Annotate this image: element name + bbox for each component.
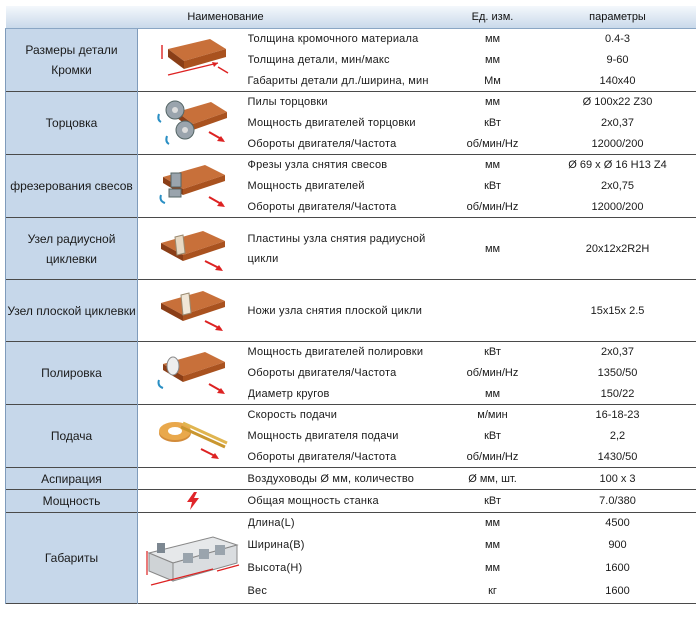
header-unit: Ед. изм. xyxy=(446,6,540,29)
param-value: 1600 xyxy=(605,585,630,598)
param-value: 100 х 3 xyxy=(599,472,636,485)
section-label: Размеры детали Кромки xyxy=(6,29,138,92)
section-end-trimming xyxy=(6,92,696,155)
param-value: 2х0,37 xyxy=(600,346,635,359)
radius-scraper-icon xyxy=(153,223,233,275)
param-value: Ø 69 х Ø 16 H13 Z4 xyxy=(568,159,667,172)
section-power xyxy=(6,490,696,513)
section-label: Торцовка xyxy=(6,92,138,155)
lightning-icon xyxy=(186,492,200,510)
param-name: Толщина детали, мин/макс xyxy=(247,54,390,66)
param-name: Мощность двигателя подачи xyxy=(247,430,399,442)
param-unit: мм xyxy=(484,159,501,172)
table-row xyxy=(6,405,696,426)
param-value: 140х40 xyxy=(599,74,636,87)
table-row xyxy=(6,155,696,176)
table-row xyxy=(6,490,696,513)
param-value: 1600 xyxy=(605,562,630,574)
feed-edge-roll-icon xyxy=(153,409,233,463)
param-name: Фрезы узла снятия свесов xyxy=(247,159,388,172)
param-name: Толщина кромочного материала xyxy=(247,33,419,46)
header-name: Наименование xyxy=(6,6,446,29)
param-value: Ø 100х22 Z30 xyxy=(582,96,653,109)
section-flat-scraper xyxy=(6,280,696,342)
param-unit: мм xyxy=(484,562,501,574)
param-value: 15х15х 2.5 xyxy=(590,304,645,317)
param-unit: кВт xyxy=(484,346,501,359)
param-value: 2,2 xyxy=(609,430,626,442)
param-name: Пластины узла снятия радиусной цикли xyxy=(247,232,426,265)
param-unit: мм xyxy=(484,539,501,551)
param-value: 9-60 xyxy=(606,54,629,66)
section-panel-dimensions xyxy=(6,29,696,92)
param-name: Мощность двигателей полировки xyxy=(247,346,424,359)
param-value: 1430/50 xyxy=(597,450,638,463)
param-unit: мм xyxy=(484,387,501,400)
param-unit: м/мин xyxy=(477,409,508,422)
param-unit: кг xyxy=(488,585,497,598)
param-unit: кВт xyxy=(484,430,501,442)
table-header xyxy=(6,6,696,29)
section-feed xyxy=(6,405,696,468)
table-row xyxy=(6,218,696,280)
param-unit: мм xyxy=(484,242,501,255)
param-unit: об/мин/Hz xyxy=(466,450,519,463)
param-value: 2х0,75 xyxy=(600,180,635,192)
param-value: 20х12х2R2H xyxy=(585,242,650,255)
section-label: Мощность xyxy=(6,490,138,513)
param-name: Обороты двигателя/Частота xyxy=(247,367,397,379)
param-name: Мощность двигателей xyxy=(247,180,365,192)
param-value: 150/22 xyxy=(600,387,635,400)
param-value: 1350/50 xyxy=(597,367,638,379)
param-unit: Мм xyxy=(484,74,501,87)
param-name: Общая мощность станка xyxy=(247,495,379,507)
table-row xyxy=(6,468,696,490)
param-value: 12000/200 xyxy=(591,137,644,150)
section-label: фрезерования свесов xyxy=(6,155,138,218)
param-name: Габариты детали дл./ширина, мин xyxy=(247,74,429,87)
param-unit: Ø мм, шт. xyxy=(468,472,517,485)
param-unit xyxy=(446,280,540,342)
param-unit: мм xyxy=(484,517,501,530)
param-name: Мощность двигателей торцовки xyxy=(247,117,416,129)
section-aspiration xyxy=(6,468,696,490)
panel-dimensions-icon xyxy=(154,35,232,85)
table-row xyxy=(6,513,696,534)
param-name: Обороты двигателя/Частота xyxy=(247,137,397,150)
section-label: Подача xyxy=(6,405,138,468)
param-name: Ширина(B) xyxy=(247,539,305,551)
param-value: 12000/200 xyxy=(591,200,644,213)
param-value: 16-18-23 xyxy=(595,409,640,422)
table-row xyxy=(6,280,696,342)
param-name: Вес xyxy=(247,585,268,598)
param-unit: кВт xyxy=(484,117,501,129)
param-name: Ножи узла снятия плоской цикли xyxy=(247,304,423,317)
flat-scraper-icon xyxy=(153,285,233,337)
end-trimming-saw-icon xyxy=(153,96,233,150)
param-name: Воздуховоды Ø мм, количество xyxy=(247,472,415,485)
edgebander-machine-icon xyxy=(143,523,243,593)
param-unit: об/мин/Hz xyxy=(466,137,519,150)
polishing-icon xyxy=(153,346,233,400)
param-name: Длина(L) xyxy=(247,517,295,530)
param-name: Диаметр кругов xyxy=(247,387,330,400)
overhang-milling-icon xyxy=(153,159,233,213)
header-params: параметры xyxy=(540,6,696,29)
param-unit: кВт xyxy=(484,495,501,507)
param-name: Обороты двигателя/Частота xyxy=(247,450,397,463)
section-overhang-milling xyxy=(6,155,696,218)
section-label: Габариты xyxy=(6,513,138,604)
param-unit: мм xyxy=(484,96,501,109)
table-row xyxy=(6,92,696,113)
param-value: 0.4-3 xyxy=(604,33,631,46)
section-label: Полировка xyxy=(6,342,138,405)
section-polishing xyxy=(6,342,696,405)
section-label: Узел радиусной циклевки xyxy=(6,218,138,280)
table-row xyxy=(6,342,696,363)
param-unit: мм xyxy=(484,54,501,66)
param-unit: об/мин/Hz xyxy=(466,367,519,379)
spec-table-container xyxy=(5,6,695,604)
param-name: Высота(H) xyxy=(247,562,303,574)
section-label: Узел плоской циклевки xyxy=(6,280,138,342)
param-unit: об/мин/Hz xyxy=(466,200,519,213)
section-label: Аспирация xyxy=(6,468,138,490)
param-unit: мм xyxy=(484,33,501,46)
param-unit: кВт xyxy=(484,180,501,192)
param-name: Скорость подачи xyxy=(247,409,338,422)
param-value: 4500 xyxy=(605,517,630,530)
param-name: Пилы торцовки xyxy=(247,96,328,109)
spec-table xyxy=(5,6,696,604)
param-name: Обороты двигателя/Частота xyxy=(247,200,397,213)
section-radius-scraper xyxy=(6,218,696,280)
param-value: 900 xyxy=(608,539,627,551)
param-value: 7.0/380 xyxy=(599,495,636,507)
table-row xyxy=(6,29,696,50)
section-dimensions xyxy=(6,513,696,604)
param-value: 2х0,37 xyxy=(600,117,635,129)
